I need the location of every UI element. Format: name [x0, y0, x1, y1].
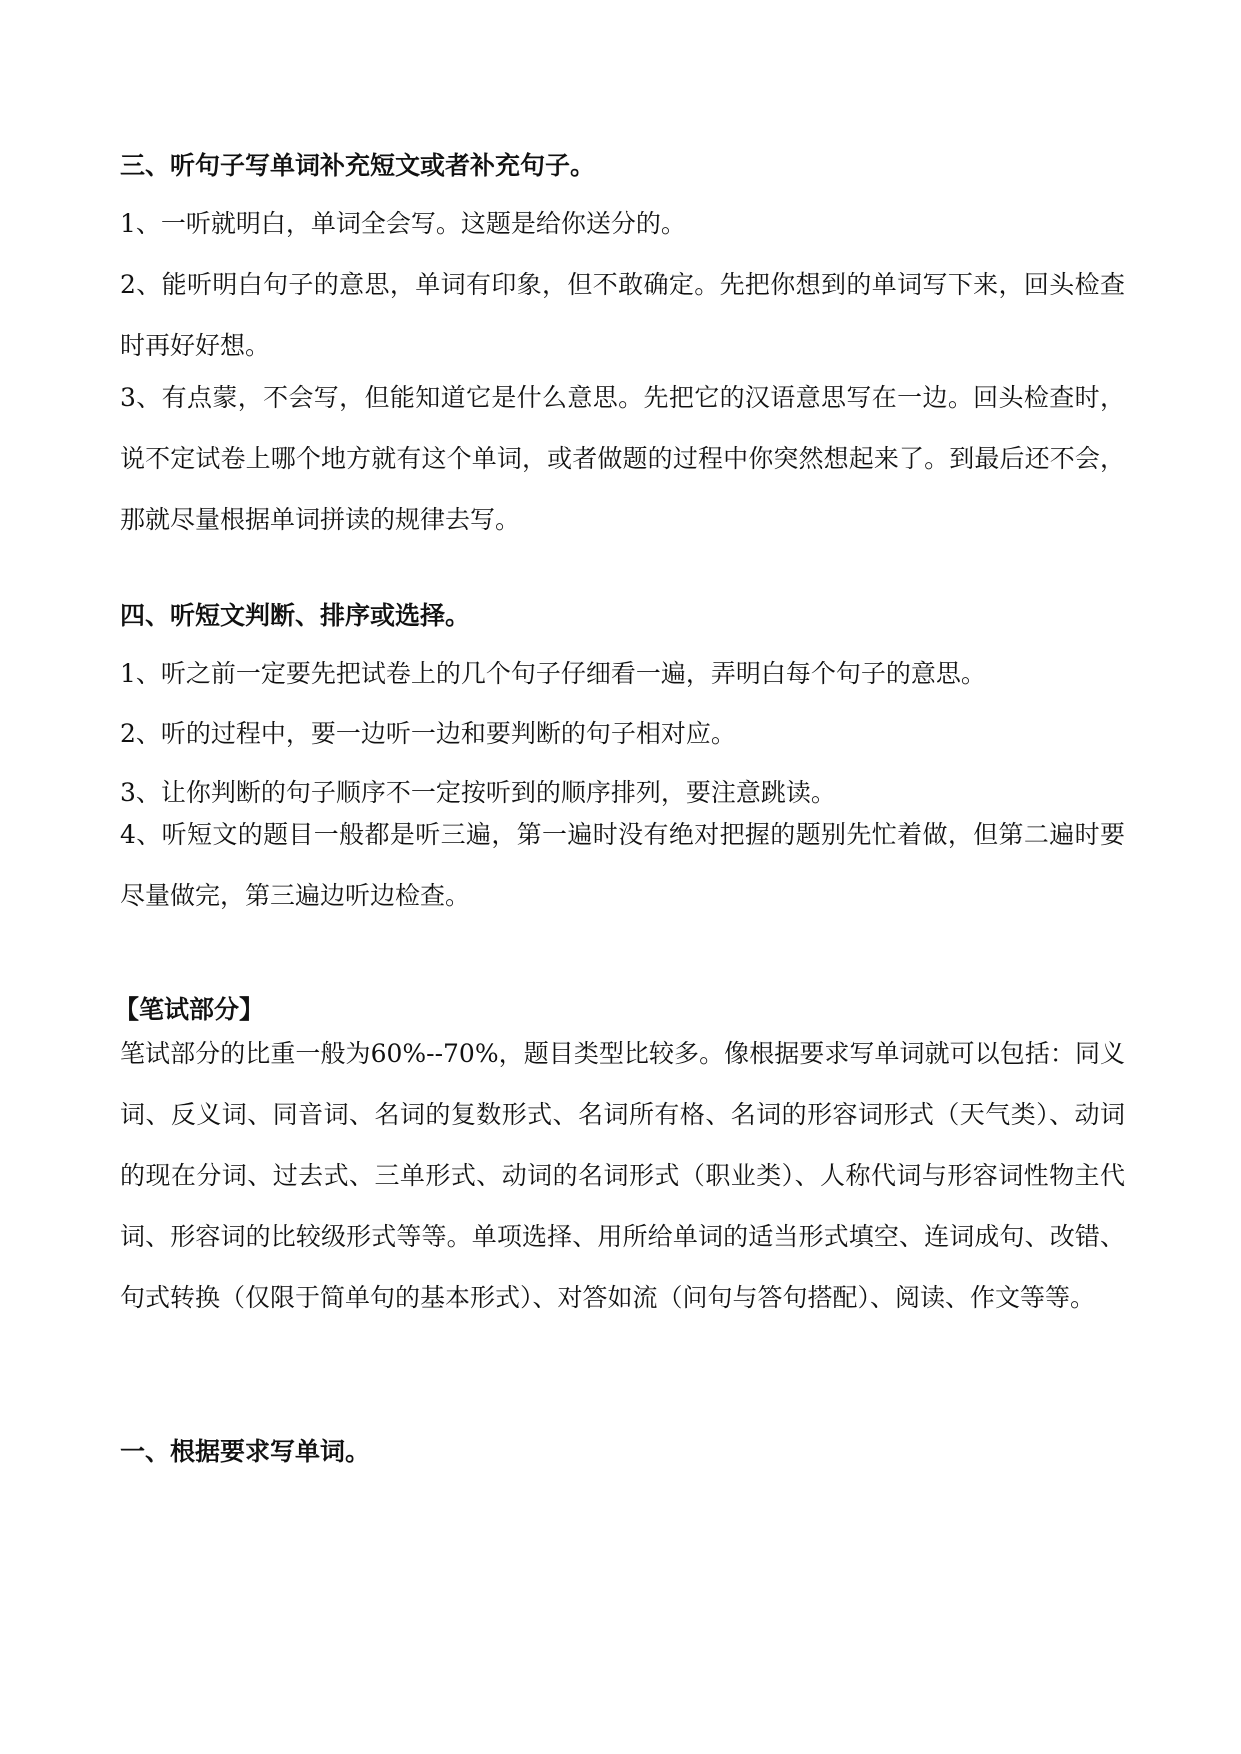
- section-3-item-3: 3、有点蒙，不会写，但能知道它是什么意思。先把它的汉语意思写在一边。回头检查时，说不定试卷上哪个地方就有这个单词，或者做题的过程中你突然想起来了。到最后还不会，那就尽量根据单词拼读的规律去写。: [120, 383, 1125, 534]
- section-4-item-1: 1、听之前一定要先把试卷上的几个句子仔细看一遍，弄明白每个句子的意思。: [120, 659, 986, 688]
- section-4-heading: 四、听短文判断、排序或选择。: [120, 601, 471, 630]
- section-3-item-1: 1、一听就明白，单词全会写。这题是给你送分的。: [120, 209, 686, 238]
- section-4-item-3: 3、让你判断的句子顺序不一定按听到的顺序排列，要注意跳读。: [120, 778, 836, 807]
- section-1-heading: 一、根据要求写单词。: [120, 1437, 371, 1466]
- section-4-item-2: 2、听的过程中，要一边听一边和要判断的句子相对应。: [120, 719, 736, 748]
- written-part-intro: 笔试部分的比重一般为60%--70%，题目类型比较多。像根据要求写单词就可以包括：同义词、反义词、同音词、名词的复数形式、名词所有格、名词的形容词形式（天气类）、动词的现在分词、过去式、三单形式、动词的名词形式（职业类）、人称代词与形容词性物主代词、形容词的比较级形式等等。单项选择、用所给单词的适当形式填空、连词成句、改错、句式转换（仅限于简单句的基本形式）、对答如流（问句与答句搭配）、阅读、作文等等。: [120, 1039, 1125, 1312]
- section-4-item-4: 4、听短文的题目一般都是听三遍，第一遍时没有绝对把握的题别先忙着做，但第二遍时要尽量做完，第三遍边听边检查。: [120, 820, 1125, 910]
- section-3-item-2: 2、能听明白句子的意思，单词有印象，但不敢确定。先把你想到的单词写下来，回头检查时再好好想。: [120, 270, 1125, 360]
- section-3-heading: 三、听句子写单词补充短文或者补充句子。: [120, 151, 596, 180]
- written-part-heading: 【笔试部分】: [114, 995, 265, 1024]
